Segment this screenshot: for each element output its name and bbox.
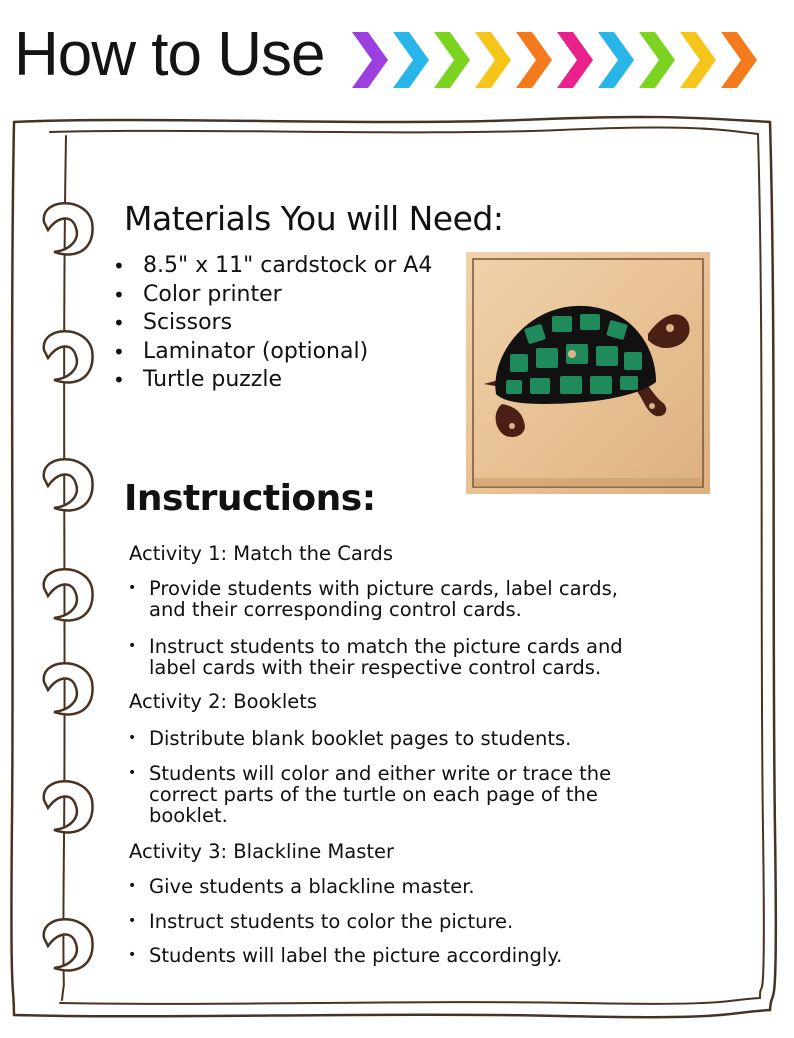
chevron-icon [516, 32, 552, 88]
chevron-icon [434, 32, 470, 88]
list-item: • Turtle puzzle [112, 366, 432, 395]
activity-title: Activity 3: Blackline Master [129, 840, 395, 863]
list-item: • Laminator (optional) [112, 338, 432, 367]
turtle-puzzle-image [466, 252, 710, 494]
bullet-icon: • [128, 765, 137, 781]
chevron-icon [721, 32, 757, 88]
spiral-ring-icon [44, 663, 93, 714]
list-item-text: Distribute blank booklet pages to students. [149, 727, 572, 750]
chevron-icon [598, 32, 634, 88]
bullet-icon: • [128, 947, 137, 963]
chevron-icon [680, 32, 716, 88]
bullet-icon: • [128, 730, 137, 746]
list-item [128, 728, 728, 749]
chevron-icon [557, 32, 593, 88]
list-item [128, 578, 728, 620]
list-item [128, 911, 728, 932]
list-item-text: Instruct students to match the picture cards and label cards with their respective control cards. [149, 635, 623, 679]
chevron-icon [352, 32, 388, 88]
list-item [128, 763, 728, 826]
spiral-ring-icon [44, 919, 93, 970]
list-item: • Color printer [112, 281, 432, 310]
bullet-icon: • [128, 638, 137, 654]
bullet-icon: • [128, 878, 137, 894]
materials-list [112, 252, 432, 395]
instructions-heading: Instructions: [124, 478, 376, 519]
spiral-ring-icon [44, 331, 93, 382]
spiral-ring-icon [44, 203, 93, 254]
list-item: • 8.5" x 11" cardstock or A4 [112, 252, 432, 281]
chevron-icon [475, 32, 511, 88]
list-item [128, 876, 728, 897]
list-item-text: Students will label the picture accordingly. [149, 944, 563, 967]
chevron-banner [352, 32, 772, 88]
bullet-icon: • [128, 913, 137, 929]
list-item: • Scissors [112, 309, 432, 338]
spiral-ring-icon [44, 569, 93, 620]
chevron-icon [393, 32, 429, 88]
activity-title: Activity 2: Booklets [129, 690, 318, 713]
materials-heading: Materials You will Need: [124, 199, 504, 238]
list-item [128, 945, 728, 966]
chevron-icon [639, 32, 675, 88]
page-title: How to Use [14, 20, 325, 89]
spiral-ring-icon [44, 781, 93, 832]
bullet-icon: • [128, 580, 137, 596]
list-item-text: Give students a blackline master. [149, 875, 475, 898]
list-item-text: Provide students with picture cards, label cards, and their corresponding control cards. [149, 577, 618, 621]
list-item [128, 636, 728, 678]
list-item-text: Students will color and either write or trace the correct parts of the turtle on each page of the booklet. [149, 762, 612, 827]
spiral-ring-icon [44, 459, 93, 510]
list-item-text: Instruct students to color the picture. [149, 910, 514, 933]
activity-title: Activity 1: Match the Cards [129, 542, 393, 565]
